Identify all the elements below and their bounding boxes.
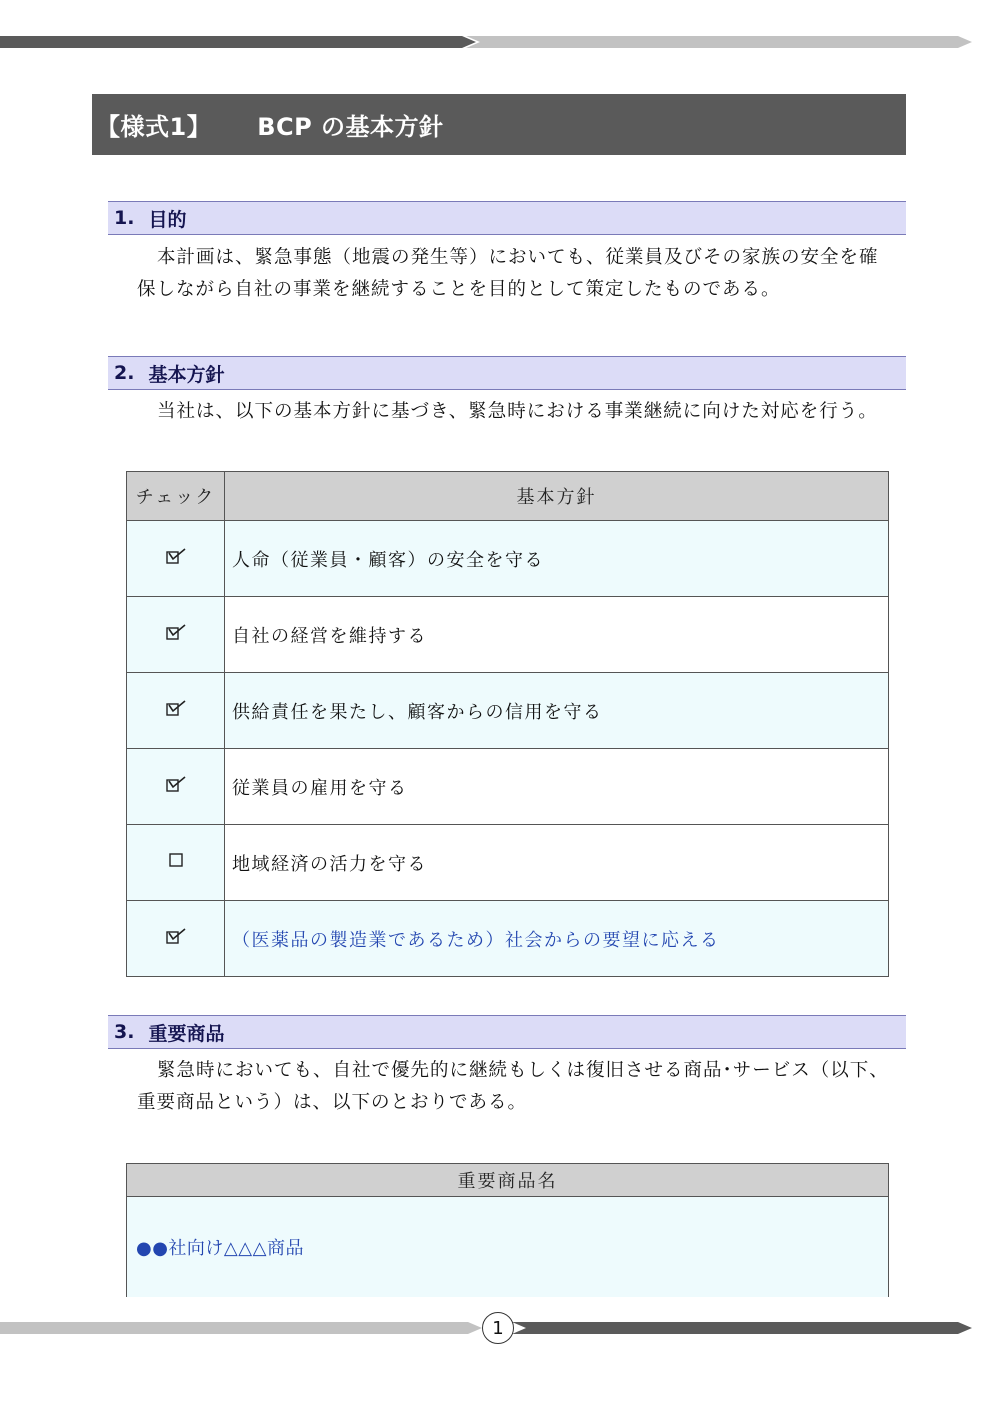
section-number: 1. <box>114 207 135 229</box>
page-number: 1 <box>482 1312 514 1344</box>
unchecked-box-icon[interactable] <box>127 825 225 901</box>
policy-intro: 当社は、以下の基本方針に基づき、緊急時における事業継続に向けた対応を行う。 <box>157 401 878 422</box>
product-name-value: ●●社向け△△△商品 <box>127 1197 888 1297</box>
checked-box-icon[interactable] <box>127 521 225 597</box>
policy-text: 人命（従業員・顧客）の安全を守る <box>225 521 889 597</box>
policy-text: 自社の経営を維持する <box>225 597 889 673</box>
purpose-line-2: 保しながら自社の事業を継続することを目的として策定したものである。 <box>137 279 781 300</box>
policy-row <box>127 749 889 825</box>
section-title: 目的 <box>148 208 187 231</box>
product-name-header: 重要商品名 <box>127 1164 888 1197</box>
page-title-banner <box>92 94 906 155</box>
checked-box-icon[interactable] <box>127 597 225 673</box>
policy-row <box>127 901 889 977</box>
section-heading-basic-policy <box>108 356 906 390</box>
policy-text: 従業員の雇用を守る <box>225 749 889 825</box>
key-product-table <box>126 1163 889 1297</box>
page-title: BCP の基本方針 <box>257 113 444 141</box>
policy-column-header: 基本方針 <box>225 472 889 521</box>
products-line-1: 緊急時においても、自社で優先的に継続もしくは復旧させる商品･サービス（以下、 <box>157 1060 889 1081</box>
section-title: 重要商品 <box>148 1022 225 1045</box>
policy-row <box>127 825 889 901</box>
checked-box-icon[interactable] <box>127 901 225 977</box>
policy-row <box>127 521 889 597</box>
form-number: 【様式1】 <box>96 113 212 141</box>
policy-row <box>127 673 889 749</box>
policy-text: （医薬品の製造業であるため）社会からの要望に応える <box>225 901 889 977</box>
products-line-2: 重要商品という）は、以下のとおりである。 <box>137 1092 528 1113</box>
checked-box-icon[interactable] <box>127 749 225 825</box>
section-number: 2. <box>114 362 135 384</box>
basic-policy-table <box>126 471 889 977</box>
top-decorative-bar <box>0 32 1000 52</box>
section-title: 基本方針 <box>148 363 225 386</box>
policy-row <box>127 597 889 673</box>
checked-box-icon[interactable] <box>127 673 225 749</box>
section-heading-key-products <box>108 1015 906 1049</box>
check-column-header: チェック <box>127 472 225 521</box>
policy-text: 供給責任を果たし、顧客からの信用を守る <box>225 673 889 749</box>
policy-text: 地域経済の活力を守る <box>225 825 889 901</box>
purpose-line-1: 本計画は、緊急事態（地震の発生等）においても、従業員及びその家族の安全を確 <box>157 247 879 268</box>
section-heading-purpose <box>108 201 906 235</box>
section-number: 3. <box>114 1021 135 1043</box>
